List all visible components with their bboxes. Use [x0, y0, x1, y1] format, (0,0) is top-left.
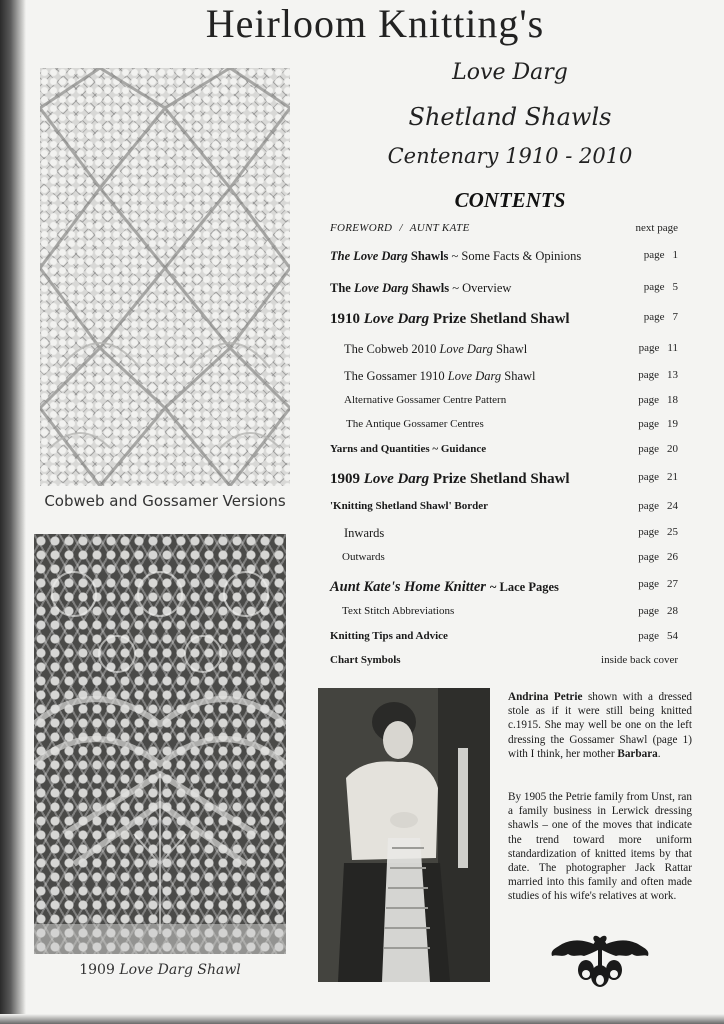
shawl-1909-lace-photo — [34, 534, 286, 954]
subtitle-love-darg: Love Darg — [452, 60, 568, 85]
toc-title: Aunt Kate's Home Knitter ~ Lace Pages — [330, 579, 559, 595]
toc-page: page 26 — [638, 551, 678, 563]
page-bottom-shadow — [0, 1014, 724, 1024]
toc-page: page 13 — [638, 369, 678, 381]
toc-title: Alternative Gossamer Centre Pattern — [344, 394, 507, 406]
toc-title: FOREWORD / AUNT KATE — [330, 222, 470, 234]
toc-row-outwards[interactable] — [330, 551, 680, 573]
toc-row-facts-opinions[interactable] — [330, 249, 680, 271]
top-image-caption: Cobweb and Gossamer Versions — [44, 492, 286, 510]
toc-row-stitch-abbreviations[interactable] — [330, 605, 680, 627]
toc-title: The Cobweb 2010 Love Darg Shawl — [344, 342, 528, 356]
toc-row-alt-gossamer-centre[interactable] — [330, 394, 680, 416]
toc-page: page 18 — [638, 394, 678, 406]
toc-row-inwards[interactable] — [330, 526, 680, 548]
toc-title: Chart Symbols — [330, 654, 401, 666]
photo-story-paragraph-1: Andrina Petrie shown with a dressed stole as if it were still being knitted c.1915. She may well be one on the left dressing the Gossamer Shawl (page 1) with I think, her mother Barbara. — [508, 691, 693, 760]
toc-row-1910-prize-shawl[interactable] — [330, 311, 680, 333]
toc-title: Yarns and Quantities ~ Guidance — [330, 443, 487, 455]
subtitle-shetland-shawls: Shetland Shawls — [408, 103, 612, 131]
toc-title: The Antique Gossamer Centres — [346, 418, 484, 430]
caption-year: 1909 — [79, 962, 115, 978]
contents-heading: CONTENTS — [454, 188, 566, 212]
toc-row-antique-gossamer[interactable] — [330, 418, 680, 440]
toc-page: page 24 — [638, 500, 678, 512]
caption-shawl-name: Love Darg Shawl — [119, 962, 241, 978]
toc-row-overview[interactable] — [330, 281, 680, 303]
toc-row-gossamer-1910[interactable] — [330, 369, 680, 391]
toc-row-cobweb-2010[interactable] — [330, 342, 680, 364]
toc-page: page 54 — [638, 630, 678, 642]
page-title: Heirloom Knitting's — [205, 1, 545, 46]
toc-page: page 20 — [638, 443, 678, 455]
toc-row-yarns-quantities[interactable] — [330, 443, 680, 465]
toc-page: page 21 — [638, 471, 678, 483]
toc-title: Text Stitch Abbreviations — [342, 605, 455, 617]
bottom-image-caption — [40, 962, 280, 978]
toc-title: The Love Darg Shawls ~ Some Facts & Opinions — [330, 249, 582, 263]
oak-leaf-acorn-ornament-icon — [548, 930, 652, 988]
toc-title: Knitting Tips and Advice — [330, 630, 448, 642]
book-spine-shadow — [0, 0, 26, 1024]
toc-title: The Love Darg Shawls ~ Overview — [330, 281, 512, 295]
toc-page: page 1 — [643, 249, 678, 261]
toc-title: 'Knitting Shetland Shawl' Border — [330, 500, 489, 512]
toc-row-tips-advice[interactable] — [330, 630, 680, 652]
toc-row-shetland-border[interactable] — [330, 500, 680, 522]
toc-page: page 5 — [643, 281, 678, 293]
photo-story-paragraph-2: By 1905 the Petrie family from Unst, ran a family business in Lerwick dressing shawls – one of the moves that indicate the trend toward more uniform standardization of knitted items by that date. The photographer Jack Rattar married into this family and often made studies of his wife's relatives at work. — [508, 791, 692, 903]
toc-row-chart-symbols[interactable] — [330, 654, 680, 676]
toc-page: page 11 — [638, 342, 678, 354]
toc-page: page 27 — [638, 578, 678, 590]
toc-row-1909-prize-shawl[interactable] — [330, 471, 680, 493]
toc-row-home-knitter[interactable] — [330, 578, 680, 600]
subtitle-centenary: Centenary 1910 - 2010 — [387, 144, 633, 168]
toc-title: 1910 Love Darg Prize Shetland Shawl — [330, 311, 570, 327]
toc-page: page 7 — [643, 311, 678, 323]
toc-title: Inwards — [344, 526, 385, 540]
cobweb-gossamer-lace-photo — [40, 68, 290, 486]
toc-page: page 25 — [638, 526, 678, 538]
toc-row-foreword[interactable] — [330, 222, 680, 244]
toc-page: inside back cover — [601, 654, 678, 666]
toc-title: The Gossamer 1910 Love Darg Shawl — [344, 369, 536, 383]
andrina-petrie-photo — [318, 688, 490, 982]
toc-page: next page — [635, 222, 678, 234]
toc-page: page 19 — [638, 418, 678, 430]
toc-title: 1909 Love Darg Prize Shetland Shawl — [330, 471, 570, 487]
toc-title: Outwards — [342, 551, 385, 563]
toc-page: page 28 — [638, 605, 678, 617]
